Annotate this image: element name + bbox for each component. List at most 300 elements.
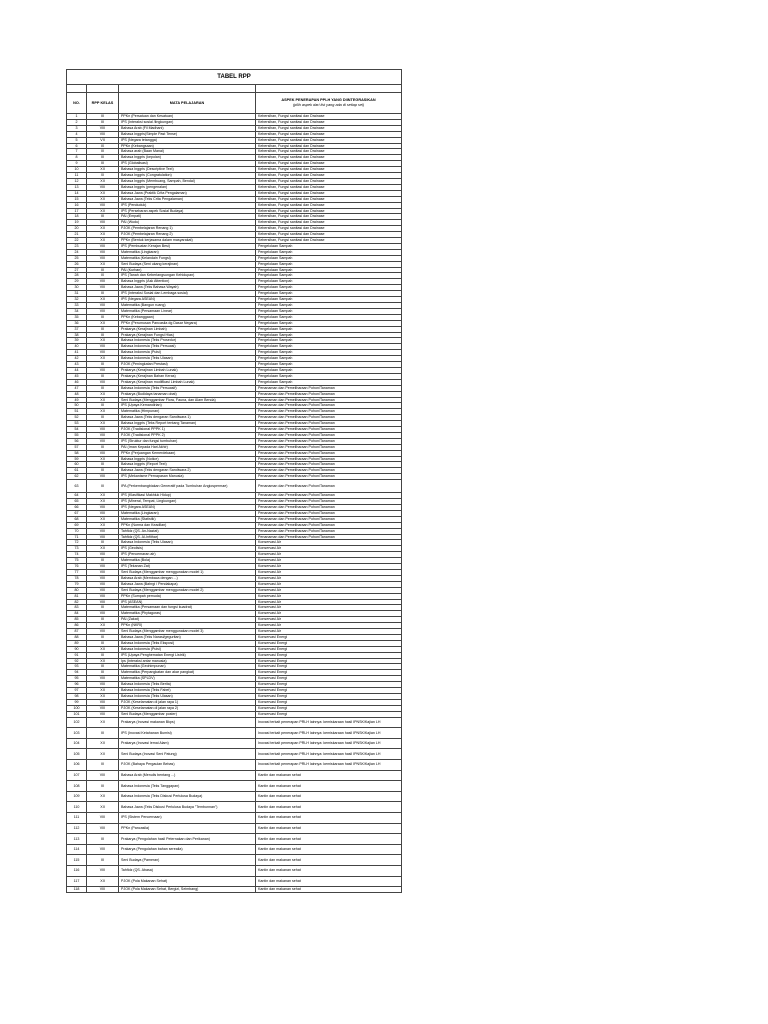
cell-kelas: III — [87, 540, 119, 546]
cell-mapel: PPKn (Pancasila) — [119, 823, 256, 834]
cell-aspek: Kebersihan, Fungsi sanitasi dan Drainase — [256, 143, 402, 149]
table-row — [67, 887, 402, 893]
cell-aspek: Konservasi Air — [256, 593, 402, 599]
cell-aspek: Inovasi terkait penerapan PRLH lainnya: kemiskaraan hasil IPNSK/Kajian LH — [256, 717, 402, 728]
cell-aspek: Pengelolaan Sampah — [256, 291, 402, 297]
cell-kelas: VIII — [87, 308, 119, 314]
cell-mapel: Bahasa Inggris (Membuang, Sampah, Bendal) — [119, 178, 256, 184]
cell-kelas: VIII — [87, 575, 119, 581]
cell-mapel: IPA (Perkembangbiakan Generatif pada Tumbuhan Angiospermae) — [119, 480, 256, 493]
cell-no: 96 — [67, 682, 87, 688]
cell-kelas: III — [87, 480, 119, 493]
cell-no: 59 — [67, 456, 87, 462]
cell-aspek: Kebersihan, Fungsi sanitasi dan Drainase — [256, 161, 402, 167]
cell-kelas: XII — [87, 409, 119, 415]
cell-aspek: Konservasi Energi — [256, 694, 402, 700]
cell-no: 61 — [67, 468, 87, 474]
cell-mapel: Bahasa Inggris (Notice) — [119, 456, 256, 462]
cell-kelas: XII — [87, 658, 119, 664]
cell-kelas: XII — [87, 791, 119, 802]
cell-mapel: Matematika (Lingkaran) — [119, 510, 256, 516]
cell-no: 88 — [67, 634, 87, 640]
cell-kelas: VIII — [87, 344, 119, 350]
cell-kelas: VIII — [87, 367, 119, 373]
cell-no: 9 — [67, 161, 87, 167]
cell-mapel: IPS (Tekanan Zat) — [119, 564, 256, 570]
cell-no: 111 — [67, 812, 87, 823]
cell-mapel: Prakarya (Inovasi makanan Bkps) — [119, 717, 256, 728]
cell-aspek: Konservasi Air — [256, 611, 402, 617]
cell-no: 2 — [67, 119, 87, 125]
cell-kelas: III — [87, 781, 119, 792]
cell-kelas: VIII — [87, 711, 119, 717]
cell-mapel: PPKn (Perjuangan Kemerdekaan) — [119, 450, 256, 456]
cell-kelas: VIII — [87, 427, 119, 433]
table-title: TABEL RPP — [67, 70, 402, 85]
cell-mapel: Bahasa Indonesia (Teks Ulasan) — [119, 356, 256, 362]
cell-no: 7 — [67, 149, 87, 155]
cell-no: 39 — [67, 338, 87, 344]
cell-aspek: Penanaman dan Pemeliharaan Pohon/Tanaman — [256, 493, 402, 499]
cell-kelas: XII — [87, 397, 119, 403]
cell-aspek: Pengelolaan Sampah — [256, 267, 402, 273]
cell-mapel: PPKn (Sumpah pemuda) — [119, 593, 256, 599]
cell-aspek: Penanaman dan Pemeliharaan Pohon/Tanaman — [256, 499, 402, 505]
cell-aspek: Kebersihan, Fungsi sanitasi dan Drainase — [256, 190, 402, 196]
cell-kelas: III — [87, 640, 119, 646]
cell-aspek: Kebersihan, Fungsi sanitasi dan Drainase — [256, 178, 402, 184]
cell-mapel: Prakarya (Budidaya tanaman obat) — [119, 391, 256, 397]
cell-aspek: Pengelolaan Sampah — [256, 350, 402, 356]
cell-kelas: III — [87, 267, 119, 273]
cell-no: 64 — [67, 493, 87, 499]
cell-mapel: Bahasa Indonesia (Teks Fabel) — [119, 688, 256, 694]
spacer-cell — [87, 85, 119, 93]
cell-mapel: IPS (Negara ASEAN) — [119, 505, 256, 511]
cell-aspek: Kebersihan, Fungsi sanitasi dan Drainase — [256, 208, 402, 214]
cell-kelas: VIII — [87, 379, 119, 385]
cell-mapel: IPS (ASEAN) — [119, 599, 256, 605]
cell-aspek: Konservasi Energi — [256, 705, 402, 711]
cell-kelas: III — [87, 664, 119, 670]
cell-mapel: IPS (Tanah dan Keberlangsungan Kehidupan) — [119, 273, 256, 279]
spacer-cell — [119, 85, 256, 93]
cell-mapel: Seni Budaya (Inovasi Seni Patung) — [119, 749, 256, 760]
cell-mapel: Prakarya (Pengolahan bahan serealia) — [119, 844, 256, 855]
cell-no: 107 — [67, 770, 87, 781]
cell-kelas: VIII — [87, 202, 119, 208]
cell-mapel: PPKn (Kebangsaan) — [119, 143, 256, 149]
cell-no: 100 — [67, 705, 87, 711]
cell-mapel: Bahasa Indonesia (Teks Diskusi Perlulusa Budaya) — [119, 791, 256, 802]
cell-mapel: IPS (Klasifikasi Makhluk Hidup) — [119, 493, 256, 499]
cell-aspek: Konservasi Air — [256, 587, 402, 593]
cell-kelas: III — [87, 462, 119, 468]
cell-kelas: VIII — [87, 552, 119, 558]
table-row — [67, 738, 402, 749]
cell-aspek: Penanaman dan Pemeliharaan Pohon/Tanaman — [256, 522, 402, 528]
cell-kelas: III — [87, 728, 119, 739]
cell-mapel: Bahasa Arab (Membaca dengan ...) — [119, 575, 256, 581]
cell-aspek: Penanaman dan Pemeliharaan Pohon/Tanaman — [256, 397, 402, 403]
cell-no: 75 — [67, 558, 87, 564]
cell-mapel: PJOK (Tradisional PPPK 2) — [119, 432, 256, 438]
cell-no: 101 — [67, 711, 87, 717]
table-body — [67, 114, 402, 893]
cell-kelas: XII — [87, 421, 119, 427]
cell-mapel: PJOK (Pola Makanan Sehat) — [119, 876, 256, 887]
cell-aspek: Pengelolaan Sampah — [256, 373, 402, 379]
cell-kelas: XII — [87, 499, 119, 505]
cell-mapel: PPKn (Perumusan Pancasila dg Dasar Negara) — [119, 320, 256, 326]
cell-aspek: Konservasi Air — [256, 575, 402, 581]
cell-kelas: XI — [87, 173, 119, 179]
cell-mapel: PJOK (Keselamatan di jalan raya 2) — [119, 705, 256, 711]
cell-kelas: XII — [87, 456, 119, 462]
cell-kelas: VIII — [87, 581, 119, 587]
cell-no: 92 — [67, 658, 87, 664]
cell-mapel: PJOK (Pola Makanan Sehat, Bergizi, Seimbang) — [119, 887, 256, 893]
cell-kelas: III — [87, 114, 119, 120]
cell-no: 10 — [67, 167, 87, 173]
cell-mapel: Tahfidz (QS. Abasa) — [119, 865, 256, 876]
cell-kelas: VIII — [87, 510, 119, 516]
cell-kelas: XII — [87, 717, 119, 728]
cell-kelas: VIII — [87, 844, 119, 855]
cell-mapel: Matematika (Persamaan dan fungsi kuadrat) — [119, 605, 256, 611]
cell-aspek: Kebersihan, Fungsi sanitasi dan Drainase — [256, 125, 402, 131]
cell-kelas: VIII — [87, 243, 119, 249]
cell-kelas: XII — [87, 167, 119, 173]
cell-mapel: IPS (Pencemaran air) — [119, 552, 256, 558]
cell-kelas: III — [87, 314, 119, 320]
cell-kelas: XII — [87, 320, 119, 326]
cell-no: 19 — [67, 220, 87, 226]
cell-no: 76 — [67, 564, 87, 570]
cell-kelas: VIII — [87, 569, 119, 575]
cell-no: 15 — [67, 196, 87, 202]
cell-aspek: Pengelolaan Sampah — [256, 261, 402, 267]
cell-mapel: Bahasa Jawa (Teks dengaran Sandiwara 1) — [119, 415, 256, 421]
cell-no: 47 — [67, 385, 87, 391]
cell-kelas: XII — [87, 226, 119, 232]
cell-aspek: Penanaman dan Pemeliharaan Pohon/Tanaman — [256, 438, 402, 444]
cell-kelas: XII — [87, 738, 119, 749]
cell-no: 77 — [67, 569, 87, 575]
cell-mapel: PPKn (Persatuan dan Kesatuan) — [119, 114, 256, 120]
cell-kelas: III — [87, 617, 119, 623]
cell-aspek: Pengelolaan Sampah — [256, 379, 402, 385]
cell-aspek: Konservasi Air — [256, 581, 402, 587]
cell-no: 95 — [67, 676, 87, 682]
cell-mapel: Bahasa Indonesia (Teks Persuasi) — [119, 344, 256, 350]
cell-kelas: XII — [87, 646, 119, 652]
cell-mapel: Prakarya (Kerajinan modifikasi Limbah Lunak) — [119, 379, 256, 385]
cell-aspek: Konservasi Energi — [256, 646, 402, 652]
cell-mapel: Prakarya (Kerajinan Bahan Keras) — [119, 373, 256, 379]
cell-mapel: Bahasa Indonesia (Puisi) — [119, 350, 256, 356]
cell-aspek: Konservasi Energi — [256, 652, 402, 658]
table-row — [67, 728, 402, 739]
cell-mapel: Seni Budaya (Menggambar Flora, Fauna, dan Alam Benda) — [119, 397, 256, 403]
cell-aspek: Pengelolaan Sampah — [256, 326, 402, 332]
table-row — [67, 834, 402, 845]
header-aspek — [256, 93, 402, 114]
cell-aspek: Pengelolaan Sampah — [256, 297, 402, 303]
cell-no: 43 — [67, 362, 87, 368]
cell-no: 40 — [67, 344, 87, 350]
cell-mapel: PPKn (Norma dan Keadilan) — [119, 522, 256, 528]
header-aspek-title: ASPEK PENERAPAN PPLH YANG DIINTEGRASIKAN — [281, 98, 376, 102]
cell-no: 73 — [67, 546, 87, 552]
table-row — [67, 791, 402, 802]
cell-kelas: VIII — [87, 865, 119, 876]
cell-mapel: PJOK (Bahaya Pergaulan Bebas) — [119, 760, 256, 771]
cell-aspek: Penanaman dan Pemeliharaan Pohon/Tanaman — [256, 505, 402, 511]
cell-no: 18 — [67, 214, 87, 220]
cell-aspek: Konservasi Air — [256, 564, 402, 570]
cell-kelas: VIII — [87, 564, 119, 570]
cell-aspek: Penanaman dan Pemeliharaan Pohon/Tanaman — [256, 403, 402, 409]
spacer-cell — [256, 85, 402, 93]
cell-no: 34 — [67, 308, 87, 314]
cell-no: 41 — [67, 350, 87, 356]
cell-mapel: PJOK (Pembelajaran Renang 1) — [119, 226, 256, 232]
cell-no: 97 — [67, 688, 87, 694]
cell-no: 93 — [67, 664, 87, 670]
cell-no: 5 — [67, 137, 87, 143]
cell-no: 110 — [67, 802, 87, 813]
cell-kelas: VIII — [87, 887, 119, 893]
cell-mapel: Seni Budaya (Seni ukang kerajinan) — [119, 261, 256, 267]
cell-mapel: Prakarya (Kerajinan Limbah Lunak) — [119, 367, 256, 373]
cell-kelas: XII — [87, 338, 119, 344]
cell-mapel: Prakarya (Kerajinan Limbah) — [119, 326, 256, 332]
cell-aspek: Pengelolaan Sampah — [256, 367, 402, 373]
cell-no: 22 — [67, 238, 87, 244]
cell-kelas: VIII — [87, 303, 119, 309]
cell-kelas: VIII — [87, 131, 119, 137]
cell-kelas: VIII — [87, 770, 119, 781]
cell-no: 36 — [67, 320, 87, 326]
cell-no: 8 — [67, 155, 87, 161]
cell-aspek: Penanaman dan Pemeliharaan Pohon/Tanaman — [256, 468, 402, 474]
table-row — [67, 876, 402, 887]
cell-mapel: Bahasa Inggris (Teks Report tentang Tanaman) — [119, 421, 256, 427]
cell-aspek: Kantin dan makanan sehat — [256, 823, 402, 834]
cell-mapel: Bahasa Indonesia (Teks Persuasif) — [119, 385, 256, 391]
cell-kelas: XII — [87, 196, 119, 202]
cell-no: 62 — [67, 474, 87, 480]
cell-mapel: Bahasa Inggris (Congratulation) — [119, 173, 256, 179]
cell-kelas: III — [87, 444, 119, 450]
cell-kelas: VIII — [87, 220, 119, 226]
cell-no: 33 — [67, 303, 87, 309]
cell-kelas: XII — [87, 391, 119, 397]
cell-no: 28 — [67, 273, 87, 279]
cell-mapel: Seni Budaya (Menggambar poster) — [119, 711, 256, 717]
cell-aspek: Kebersihan, Fungsi sanitasi dan Drainase — [256, 232, 402, 238]
cell-mapel: IPS (Persebaran aspek Sosial Budaya) — [119, 208, 256, 214]
cell-no: 99 — [67, 699, 87, 705]
cell-kelas: VIII — [87, 593, 119, 599]
cell-kelas: III — [87, 373, 119, 379]
table-row — [67, 781, 402, 792]
cell-kelas: III — [87, 161, 119, 167]
cell-no: 16 — [67, 202, 87, 208]
cell-no: 44 — [67, 367, 87, 373]
cell-kelas: VIII — [87, 474, 119, 480]
cell-mapel: PAI (Zakat) — [119, 617, 256, 623]
cell-no: 12 — [67, 178, 87, 184]
cell-aspek: Pengelolaan Sampah — [256, 356, 402, 362]
cell-no: 53 — [67, 421, 87, 427]
cell-aspek: Kebersihan, Fungsi sanitasi dan Drainase — [256, 167, 402, 173]
cell-no: 60 — [67, 462, 87, 468]
cell-aspek: Penanaman dan Pemeliharaan Pohon/Tanaman — [256, 409, 402, 415]
cell-mapel: Bahasa Inggris (Report Text) — [119, 462, 256, 468]
cell-kelas: III — [87, 155, 119, 161]
cell-aspek: Konservasi Air — [256, 540, 402, 546]
cell-aspek: Penanaman dan Pemeliharaan Pohon/Tanaman — [256, 510, 402, 516]
cell-no: 50 — [67, 403, 87, 409]
cell-mapel: Bahasa Indonesia (Teks Ulasan) — [119, 540, 256, 546]
cell-no: 48 — [67, 391, 87, 397]
cell-no: 20 — [67, 226, 87, 232]
cell-mapel: Bahasa arab (Baan Manal) — [119, 149, 256, 155]
cell-kelas: XII — [87, 190, 119, 196]
cell-no: 23 — [67, 243, 87, 249]
cell-kelas: VIII — [87, 534, 119, 540]
cell-kelas: III — [87, 214, 119, 220]
cell-no: 105 — [67, 749, 87, 760]
cell-aspek: Penanaman dan Pemeliharaan Pohon/Tanaman — [256, 456, 402, 462]
cell-no: 65 — [67, 499, 87, 505]
cell-mapel: Matematika (Bangun ruang) — [119, 303, 256, 309]
header-no: NO. — [67, 93, 87, 114]
cell-mapel: Bahasa Indonesia (Puisi) — [119, 646, 256, 652]
cell-aspek: Kebersihan, Fungsi sanitasi dan Drainase — [256, 173, 402, 179]
cell-aspek: Kebersihan, Fungsi sanitasi dan Drainase — [256, 119, 402, 125]
cell-no: 31 — [67, 291, 87, 297]
cell-no: 103 — [67, 728, 87, 739]
cell-aspek: Konservasi Energi — [256, 664, 402, 670]
cell-aspek: Kebersihan, Fungsi sanitasi dan Drainase — [256, 184, 402, 190]
cell-no: 113 — [67, 834, 87, 845]
cell-aspek: Inovasi terkait penerapan PRLH lainnya: kemiskaraan hasil IPNSK/Kajian LH — [256, 728, 402, 739]
cell-kelas: VIII — [87, 350, 119, 356]
cell-no: 42 — [67, 356, 87, 362]
table-row — [67, 717, 402, 728]
cell-kelas: XII — [87, 694, 119, 700]
cell-aspek: Konservasi Energi — [256, 682, 402, 688]
cell-no: 89 — [67, 640, 87, 646]
cell-no: 25 — [67, 255, 87, 261]
cell-kelas: III — [87, 855, 119, 866]
cell-no: 114 — [67, 844, 87, 855]
cell-mapel: Seni Budaya (Menggambar menggunakan model 2) — [119, 587, 256, 593]
cell-aspek: Konservasi Energi — [256, 688, 402, 694]
cell-mapel: Matematika (Himpunan) — [119, 409, 256, 415]
cell-mapel: Seni Budaya (Menggambar menggunakan model 3) — [119, 629, 256, 635]
cell-mapel: PPKn (Bentuk kerjasama dalam masyarakat) — [119, 238, 256, 244]
cell-aspek: Kantin dan makanan sehat — [256, 865, 402, 876]
cell-aspek: Pengelolaan Sampah — [256, 314, 402, 320]
cell-mapel: Bahasa Inggris(Simple Past Tense) — [119, 131, 256, 137]
cell-mapel: Matematika (Phytagoras) — [119, 611, 256, 617]
cell-mapel: Prakarya (Kerajinan Fungsi Hias) — [119, 332, 256, 338]
cell-mapel: IPS (Inovasi Ketahanan Bumisi) — [119, 728, 256, 739]
cell-kelas: VIII — [87, 438, 119, 444]
cell-mapel: IPS (Negara tetangga) — [119, 137, 256, 143]
cell-mapel: Bahasa Indonesia (Teks Tanggapan) — [119, 781, 256, 792]
cell-mapel: PAI (Empati) — [119, 214, 256, 220]
cell-no: 11 — [67, 173, 87, 179]
cell-no: 116 — [67, 865, 87, 876]
cell-kelas: VIII — [87, 823, 119, 834]
cell-aspek: Inovasi terkait penerapan PRLH lainnya: kemiskaraan hasil IPNSK/Kajian LH — [256, 749, 402, 760]
cell-mapel: Bahasa Inggris (Descriptive Text) — [119, 167, 256, 173]
cell-no: 52 — [67, 415, 87, 421]
cell-no: 90 — [67, 646, 87, 652]
cell-no: 109 — [67, 791, 87, 802]
cell-mapel: PJOK (Tradisional PPPK 1) — [119, 427, 256, 433]
cell-aspek: Konservasi Energi — [256, 634, 402, 640]
cell-aspek: Pengelolaan Sampah — [256, 279, 402, 285]
cell-no: 117 — [67, 876, 87, 887]
cell-aspek: Penanaman dan Pemeliharaan Pohon/Tanaman — [256, 480, 402, 493]
cell-no: 85 — [67, 617, 87, 623]
cell-no: 83 — [67, 605, 87, 611]
cell-mapel: Matematika (Bola) — [119, 558, 256, 564]
cell-no: 112 — [67, 823, 87, 834]
cell-mapel: Bahasa Jawa (Bahrgi / Pendakapa) — [119, 581, 256, 587]
cell-kelas: III — [87, 385, 119, 391]
cell-aspek: Konservasi Energi — [256, 711, 402, 717]
cell-no: 54 — [67, 427, 87, 433]
cell-no: 56 — [67, 438, 87, 444]
cell-aspek: Konservasi Energi — [256, 658, 402, 664]
cell-mapel: Bahasa Jawa (Teks Crita Pengalaman) — [119, 196, 256, 202]
cell-no: 26 — [67, 261, 87, 267]
cell-mapel: Bahasa Indonesia (Teks Prosedur) — [119, 338, 256, 344]
cell-mapel: Bahasa Indonesia (Teks Berita) — [119, 682, 256, 688]
cell-kelas: VIII — [87, 249, 119, 255]
cell-kelas: III — [87, 362, 119, 368]
cell-no: 4 — [67, 131, 87, 137]
cell-aspek: Pengelolaan Sampah — [256, 303, 402, 309]
cell-kelas: VIII — [87, 676, 119, 682]
cell-kelas: VIII — [87, 285, 119, 291]
cell-kelas: VIII — [87, 184, 119, 190]
cell-aspek: Pengelolaan Sampah — [256, 249, 402, 255]
cell-aspek: Kantin dan makanan sehat — [256, 802, 402, 813]
cell-kelas: III — [87, 119, 119, 125]
cell-kelas: VIII — [87, 255, 119, 261]
cell-aspek: Pengelolaan Sampah — [256, 273, 402, 279]
cell-aspek: Konservasi Energi — [256, 699, 402, 705]
cell-mapel: IPS (Pembuatan Kerajan Besi) — [119, 243, 256, 249]
cell-aspek: Kebersihan, Fungsi sanitasi dan Drainase — [256, 214, 402, 220]
cell-mapel: Tahfidz (QS. Al-Infithar) — [119, 534, 256, 540]
cell-aspek: Kebersihan, Fungsi sanitasi dan Drainase — [256, 196, 402, 202]
cell-no: 17 — [67, 208, 87, 214]
cell-aspek: Inovasi terkait penerapan PRLH lainnya: kemiskaraan hasil IPNSK/Kajian LH — [256, 760, 402, 771]
cell-aspek: Pengelolaan Sampah — [256, 243, 402, 249]
cell-kelas: XII — [87, 516, 119, 522]
cell-kelas: VIII — [87, 125, 119, 131]
cell-mapel: Matematika (Kelandain Fungsi) — [119, 255, 256, 261]
